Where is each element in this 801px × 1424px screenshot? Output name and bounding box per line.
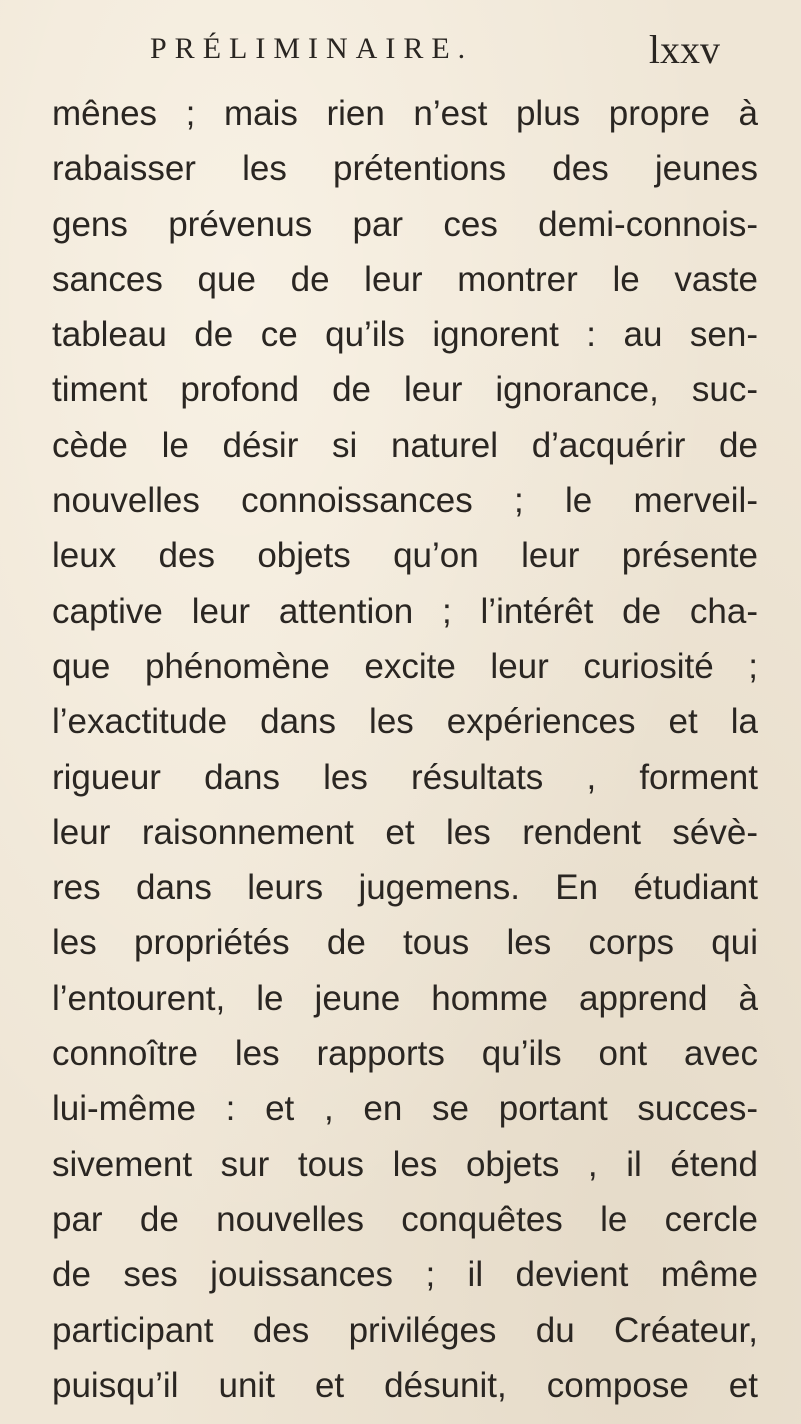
text-line: par de nouvelles conquêtes le cercle — [52, 1199, 758, 1239]
text-line: leux des objets qu’on leur présente — [52, 536, 758, 576]
text-line: gens prévenus par ces demi-connois- — [52, 204, 758, 244]
text-line: rigueur dans les résultats , forment — [52, 757, 758, 797]
text-line: nouvelles connoissances ; le merveil- — [52, 481, 758, 521]
text-line: tableau de ce qu’ils ignorent : au sen- — [52, 315, 758, 355]
running-title: PRÉLIMINAIRE. — [150, 32, 474, 65]
running-head — [150, 22, 720, 72]
text-line: participant des priviléges du Créateur, — [52, 1310, 758, 1350]
text-line: l’exactitude dans les expériences et la — [52, 702, 758, 742]
text-line: timent profond de leur ignorance, suc- — [52, 370, 758, 410]
text-line: sivement sur tous les objets , il étend — [52, 1144, 758, 1184]
text-line: rabaisser les prétentions des jeunes — [52, 149, 758, 189]
text-line: puisqu’il unit et désunit, compose et — [52, 1365, 758, 1405]
text-line: de ses jouissances ; il devient même — [52, 1255, 758, 1295]
text-line: lui-même : et , en se portant succes- — [52, 1089, 758, 1129]
text-line: leur raisonnement et les rendent sévè- — [52, 812, 758, 852]
text-line: l’entourent, le jeune homme apprend à — [52, 978, 758, 1018]
text-line: res dans leurs jugemens. En étudiant — [52, 868, 758, 908]
text-line: cède le désir si naturel d’acquérir de — [52, 425, 758, 465]
text-line: captive leur attention ; l’intérêt de cha- — [52, 591, 758, 631]
text-line: connoître les rapports qu’ils ont avec — [52, 1034, 758, 1074]
text-line: que phénomène excite leur curiosité ; — [52, 646, 758, 686]
text-line: mênes ; mais rien n’est plus propre à — [52, 94, 758, 133]
page-number: lxxv — [648, 27, 720, 72]
text-line: les propriétés de tous les corps qui — [52, 923, 758, 963]
body-text — [52, 86, 758, 1413]
text-line: sances que de leur montrer le vaste — [52, 259, 758, 299]
